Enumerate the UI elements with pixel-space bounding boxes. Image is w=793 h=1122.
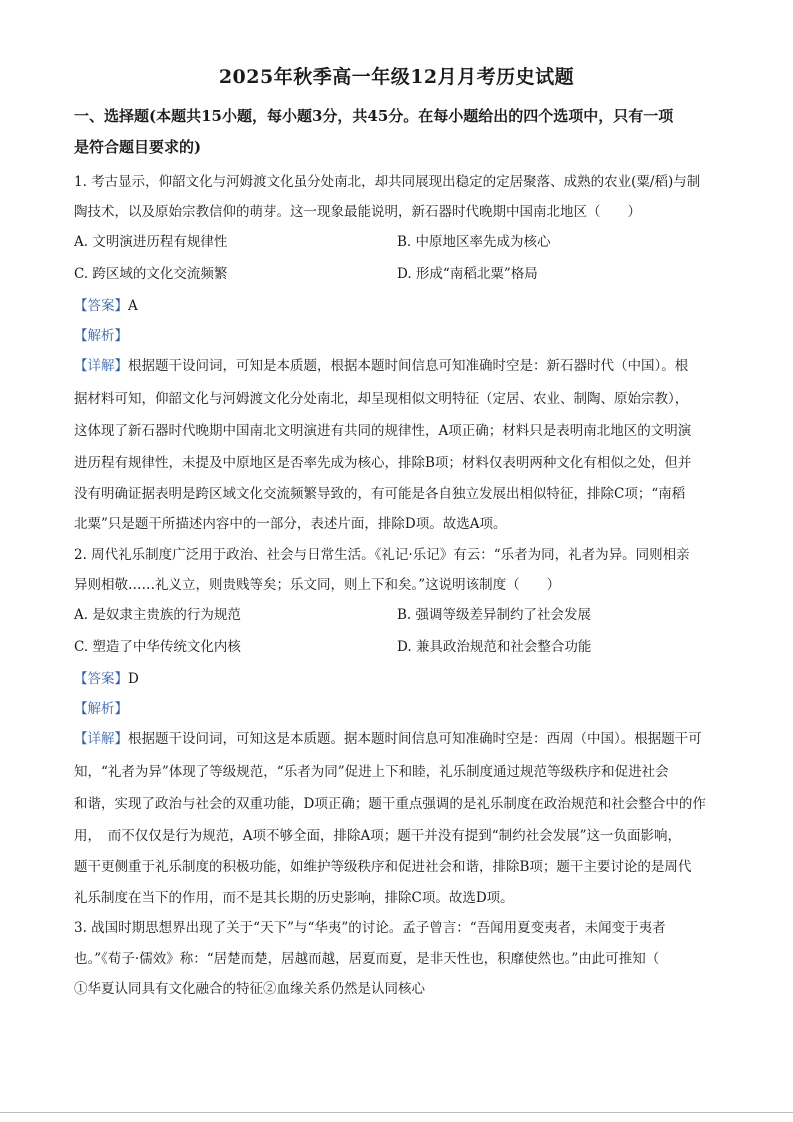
q1-option-b: B. 中原地区率先成为核心 (397, 234, 551, 250)
q2-option-d: D. 兼具政治规范和社会整合功能 (397, 639, 592, 655)
q2-detail-line-4: 用， 而不仅仅是行为规范，A项不够全面，排除A项；题干并没有提到“制约社会发展”这一负面影响， (74, 828, 682, 844)
detail-text: 根据题干设问词，可知是本质题，根据本题时间信息可知准确时空是：新石器时代（中国）。根 (128, 358, 689, 374)
detail-label: 【详解】 (74, 731, 128, 747)
q1-answer (74, 296, 734, 316)
q1-detail-line-1 (74, 356, 734, 376)
analysis-label: 【解析】 (74, 328, 128, 344)
q2-detail-line-3: 和谐，实现了政治与社会的双重功能，D项正确；题干重点强调的是礼乐制度在政治规范和社会整合中的作 (74, 796, 706, 812)
analysis-label: 【解析】 (74, 701, 128, 717)
section-heading-line-1: 一、选择题(本题共15小题，每小题3分，共45分。在每小题给出的四个选项中，只有一项 (74, 107, 674, 125)
q2-stem-line-1: 2. 周代礼乐制度广泛用于政治、社会与日常生活。《礼记·乐记》有云：“乐者为同，礼者为异。同则相亲 (74, 547, 690, 563)
q1-option-d: D. 形成“南稻北粟”格局 (397, 266, 538, 282)
page-title: 2025年秋季高一年级12月月考历史试题 (218, 66, 575, 88)
q3-stem-line-2: 也。”《荀子·儒效》称：“居楚而楚，居越而越，居夏而夏，是非天性也，积靡使然也。”由此可推知（ (74, 951, 660, 967)
q2-analysis (74, 699, 734, 719)
q1-stem-line-2: 陶技术，以及原始宗教信仰的萌芽。这一现象最能说明，新石器时代晚期中国南北地区（ ） (74, 204, 641, 220)
q1-option-a: A. 文明演进历程有规律性 (74, 234, 228, 250)
q2-option-a: A. 是奴隶主贵族的行为规范 (74, 607, 241, 623)
section-heading-line-2: 是符合题目要求的) (74, 138, 202, 156)
detail-label: 【详解】 (74, 358, 128, 374)
q2-detail-line-6: 礼乐制度在当下的作用，而不是其长期的历史影响，排除C项。故选D项。 (74, 890, 514, 906)
answer-label: 【答案】 (74, 298, 128, 314)
detail-text: 根据题干设问词，可知这是本质题。据本题时间信息可知准确时空是：西周（中国）。根据题干可 (128, 731, 702, 747)
q1-option-c: C. 跨区域的文化交流频繁 (74, 266, 228, 282)
q1-detail-line-3: 这体现了新石器时代晚期中国南北文明演进有共同的规律性，A项正确；材料只是表明南北地区的文明演 (74, 423, 692, 439)
q1-detail-line-2: 据材料可知，仰韶文化与河姆渡文化分处南北，却呈现相似文明特征（定居、农业、制陶、原始宗教）， (74, 391, 689, 407)
q1-detail-line-6: 北粟”只是题干所描述内容中的一部分，表述片面，排除D项。故选A项。 (74, 516, 507, 532)
q2-option-c: C. 塑造了中华传统文化内核 (74, 639, 241, 655)
q1-stem-line-1: 1. 考古显示，仰韶文化与河姆渡文化虽分处南北，却共同展现出稳定的定居聚落、成熟的农业(粟/稻)与制 (74, 174, 701, 190)
q1-detail-line-4: 进历程有规律性，未提及中原地区是否率先成为核心，排除B项；材料仅表明两种文化有相似之处，但并 (74, 455, 692, 471)
q2-detail-line-5: 题干更侧重于礼乐制度的积极功能，如维护等级秩序和促进社会和谐，排除B项；题干主要讨论的是周代 (74, 859, 692, 875)
q2-option-b: B. 强调等级差异制约了社会发展 (397, 607, 592, 623)
q2-detail-line-1 (74, 729, 734, 749)
q3-stem-line-1: 3. 战国时期思想界出现了关于“天下”与“华夷”的讨论。孟子曾言：“吾闻用夏变夷者，未闻变于夷者 (74, 920, 666, 936)
q2-detail-line-2: 知，“礼者为异”体现了等级规范，“乐者为同”促进上下和睦，礼乐制度通过规范等级秩序和促进社会 (74, 764, 669, 780)
answer-value: A (128, 298, 138, 314)
page-bottom-divider (0, 1112, 793, 1113)
q1-analysis (74, 326, 734, 346)
answer-label: 【答案】 (74, 671, 128, 687)
q2-answer (74, 669, 734, 689)
q1-detail-line-5: 没有明确证据表明是跨区域文化交流频繁导致的，有可能是各自独立发展出相似特征，排除C项；“南稻 (74, 486, 686, 502)
q3-stem-line-3: ①华夏认同具有文化融合的特征②血缘关系仍然是认同核心 (74, 981, 425, 997)
answer-value: D (128, 671, 139, 687)
q2-stem-line-2: 异则相敬……礼义立，则贵贱等矣；乐文同，则上下和矣。”这说明该制度（ ） (74, 577, 561, 593)
